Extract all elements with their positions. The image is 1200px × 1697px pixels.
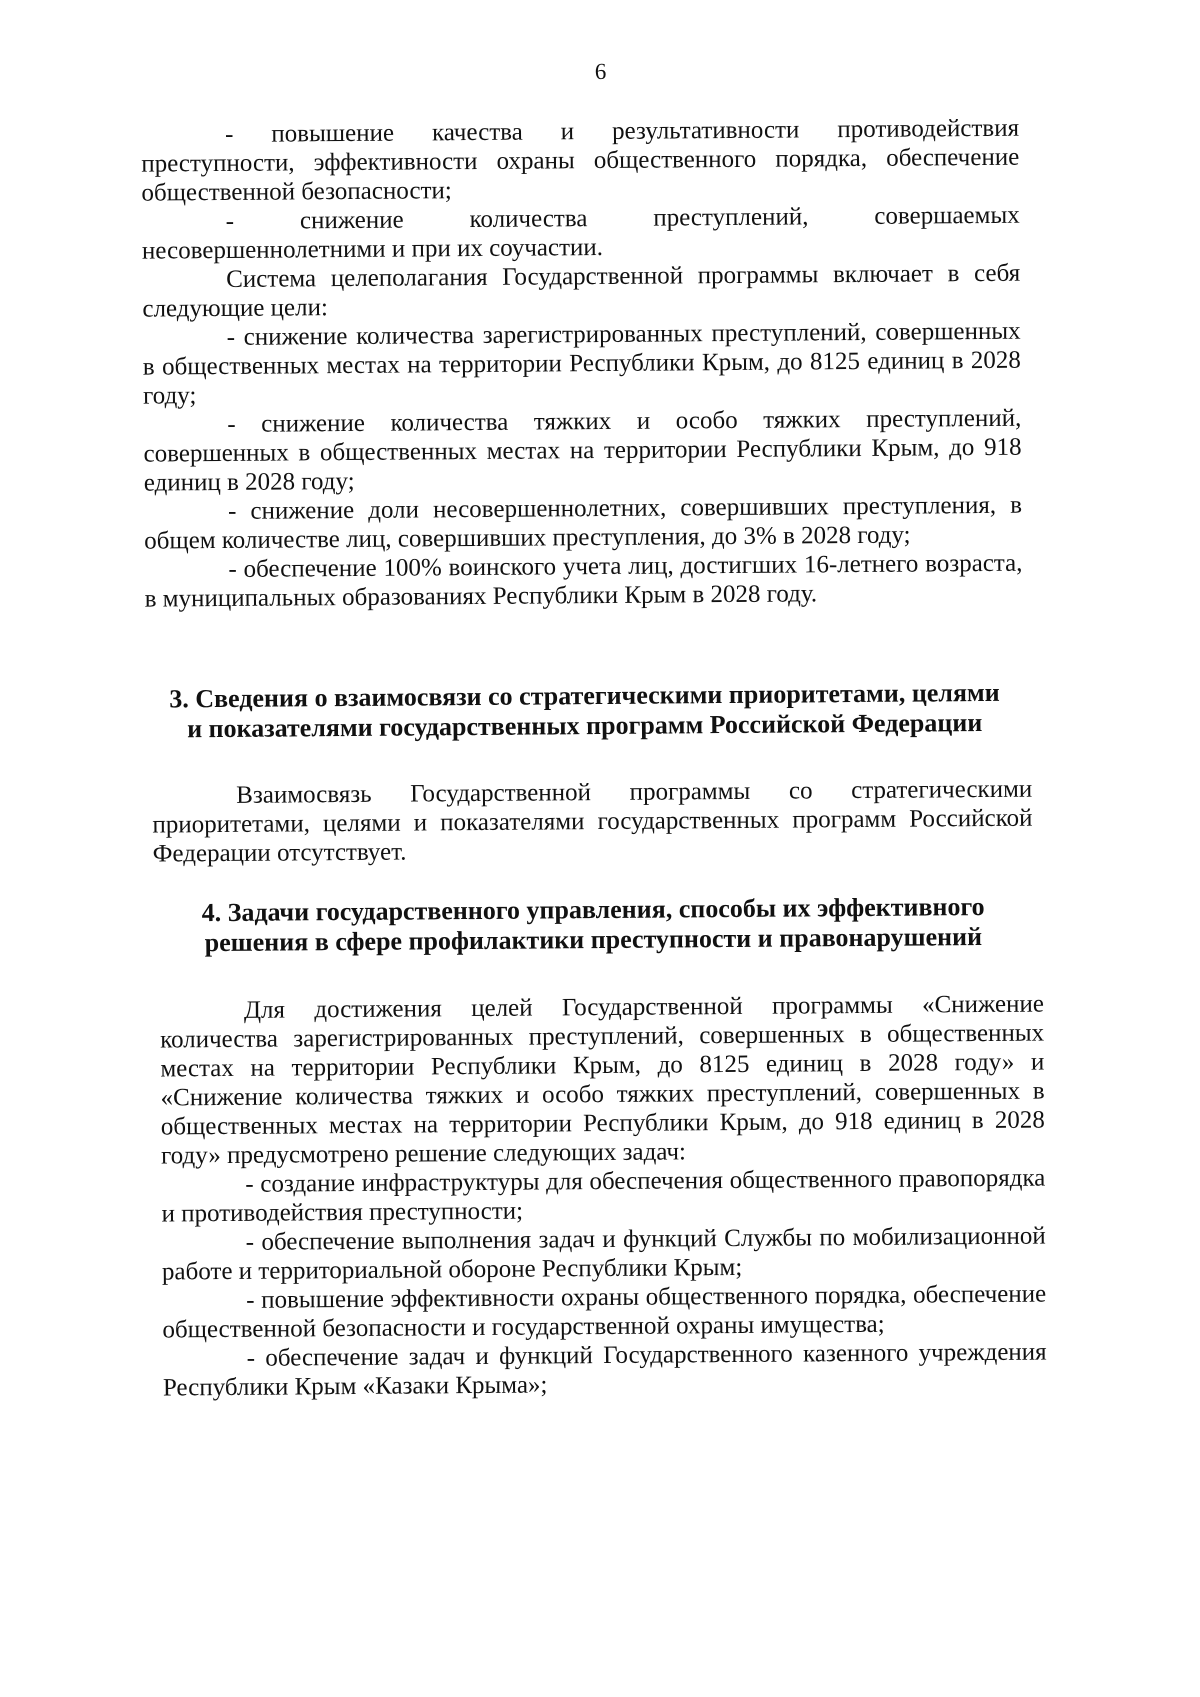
task-item: - обеспечение задач и функций Государственного казенного учреждения Республики Крым «Казаки Крыма»; xyxy=(162,1338,1047,1402)
section-4-title-line: 4. Задачи государственного управления, способы их эффективного xyxy=(201,892,985,928)
section-3-title-line: 3. Сведения о взаимосвязи со стратегическими приоритетами, целями xyxy=(169,677,1000,714)
goals-intro-paragraph: Система целеполагания Государственной программы включает в себя следующие цели: xyxy=(142,259,1021,323)
section-4-title-line: решения в сфере профилактики преступности и правонарушений xyxy=(204,922,983,958)
section-4-heading xyxy=(153,892,1033,959)
section-4-body xyxy=(160,990,1047,1403)
task-item: - обеспечение выполнения задач и функций Службы по мобилизационной работе и территориальной обороне Республики Крым; xyxy=(161,1222,1046,1286)
section-3-heading xyxy=(145,678,1023,745)
section-4-intro-paragraph: Для достижения целей Государственной программы «Снижение количества зарегистрированных преступлений, совершенных в общественных местах на территории Республики Крым, до 8125 единиц в 2028 году» и «Снижение количества тяжких и особо тяжких преступлений, совершенных в общественных местах на территории Республики Крым, до 918 единиц в 2028 году» предусмотрено решение следующих задач: xyxy=(160,990,1045,1170)
section-3-paragraph: Взаимосвязь Государственной программы со стратегическими приоритетами, целями и показателями государственных программ Российской Федерации отсутствует. xyxy=(152,775,1033,868)
goal-item: - обеспечение 100% воинского учета лиц, достигших 16-летнего возраста, в муниципальных образованиях Республики Крым в 2028 году. xyxy=(144,549,1023,613)
goal-item: - снижение количества зарегистрированных преступлений, совершенных в общественных местах на территории Республики Крым, до 8125 единиц в 2028 году; xyxy=(142,317,1021,410)
goal-item: - снижение доли несовершеннолетних, совершивших преступления, в общем количестве лиц, совершивших преступления, до 3% в 2028 году; xyxy=(144,491,1023,555)
goal-item: - снижение количества тяжких и особо тяжких преступлений, совершенных в общественных местах на территории Республики Крым, до 918 единиц в 2028 году; xyxy=(143,404,1022,497)
section-3-title-line: и показателями государственных программ Российской Федерации xyxy=(187,708,983,744)
intro-item: - снижение количества преступлений, совершаемых несовершеннолетними и при их соучастии. xyxy=(141,201,1020,265)
goals-block xyxy=(141,114,1023,614)
intro-item: - повышение качества и результативности противодействия преступности, эффективности охраны общественного порядка, обеспечение общественной безопасности; xyxy=(141,114,1020,207)
task-item: - повышение эффективности охраны общественного порядка, обеспечение общественной безопасности и государственной охраны имущества; xyxy=(162,1280,1047,1344)
page-number: 6 xyxy=(594,58,607,85)
section-3-body xyxy=(152,775,1033,869)
task-item: - создание инфраструктуры для обеспечения общественного правопорядка и противодействия преступности; xyxy=(161,1164,1046,1228)
